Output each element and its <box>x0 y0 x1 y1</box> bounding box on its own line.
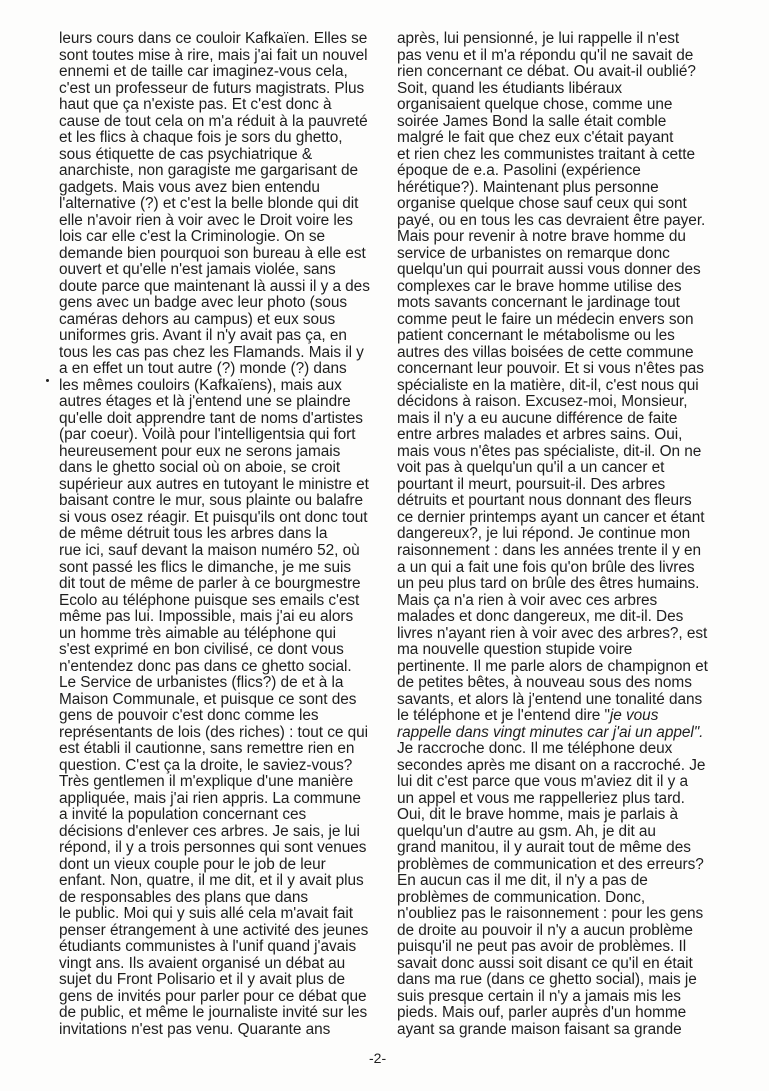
text-line: Le Service de urbanistes (flics?) de et à la <box>59 674 344 692</box>
text-line: même pas lui. Impossible, mais j'ai eu alors <box>59 608 354 626</box>
text-line: pas venu et il m'a répondu qu'il ne savait de <box>397 46 694 64</box>
text-line: autres des villas boisées de cette commune <box>397 343 694 361</box>
text-line: heureusement pour eux ne serons jamais <box>59 442 341 460</box>
text-line: détruits et pourtant nous donnant des fleurs <box>397 492 692 510</box>
text-line: quelqu'un qui pourrait aussi vous donner des <box>397 261 701 279</box>
italic-quote: je vous <box>609 707 659 725</box>
text-line: livres n'ayant rien à voir avec des arbres?, est <box>397 624 708 642</box>
text-line: cause de tout cela on m'a réduit à la pauvreté <box>59 112 368 130</box>
text-line: n'oubliez pas le raisonnement : pour les gens <box>397 905 704 923</box>
text-line: problèmes de communication. Donc, <box>397 888 646 906</box>
text-line: puisqu'il ne peut pas avoir de problèmes. Il <box>397 938 687 956</box>
text-line: organisaient quelque chose, comme une <box>397 96 673 114</box>
text-line: autres étages et là j'entend une se plaindre <box>59 393 351 411</box>
text-line: problèmes de communication et des erreurs? <box>397 855 704 873</box>
text-line: payé, ou en tous les cas devraient être payer. <box>397 211 706 229</box>
text-line: organise quelque chose sauf ceux qui sont <box>397 195 687 213</box>
text-line: rien concernant ce débat. Ou avait-il oublié? <box>397 63 696 81</box>
text-line: penser étrangement à une activité des jeunes <box>59 921 369 939</box>
text-line: Oui, dit le brave homme, mais je parlais à <box>397 806 679 824</box>
text-line: de responsables des plans que dans <box>59 888 309 906</box>
text-line: Je raccroche donc. Il me téléphone deux <box>397 740 673 758</box>
text-line: pertinente. Il me parle alors de champignon et <box>397 657 708 675</box>
text-line: gens de invités pour parler pour ce débat que <box>59 987 367 1005</box>
text-line: le public. Moi qui y suis allé cela m'avait fait <box>59 905 353 923</box>
text-line: dit tout de même de parler à ce bourgmestre <box>59 575 361 593</box>
text-line: pieds. Mais ouf, parler auprès d'un homme <box>397 1004 687 1022</box>
text-line: rue ici, sauf devant la maison numéro 52, où <box>59 541 360 559</box>
text-line: s'est exprimé en bon civilisé, ce dont vous <box>59 641 344 659</box>
text-line: a en effet un tout autre (?) monde (?) dans <box>59 360 347 378</box>
text-line: baisant contre le mur, sous plainte ou balafre <box>59 492 363 510</box>
text-line: malgré le fait que chez eux c'était payant <box>397 129 674 147</box>
text-line: ayant sa grande maison faisant sa grande <box>397 1020 682 1038</box>
text-line: ce dernier printemps ayant un cancer et étant <box>397 508 705 526</box>
text-line: décisions d'enlever ces arbres. Je sais, je lui <box>59 822 360 840</box>
text-line: lui dit c'est parce que vous m'aviez dit il y a <box>397 773 688 791</box>
text-line: c'est un professeur de futurs magistrats. Plus <box>59 79 365 97</box>
text-line: si vous osez réagir. Et puisqu'ils ont donc tout <box>59 508 368 526</box>
text-line: Mais ça n'a rien à voir avec ces arbres <box>397 591 658 609</box>
left-text-column <box>59 31 383 1038</box>
text-line: sous étiquette de cas psychiatrique & <box>59 145 313 163</box>
text-line: mais il n'y a eu aucune différence de faite <box>397 409 678 427</box>
text-line <box>397 708 727 725</box>
page-number: -2- <box>369 1050 387 1066</box>
text-line: doute parce que maintenant là aussi il y a des <box>59 277 370 295</box>
text-line: ouvert et qu'elle n'est jamais violée, sans <box>59 261 336 279</box>
text-line: appliquée, mais j'ai rien appris. La commune <box>59 789 361 807</box>
text-line: n'entendez donc pas dans ce ghetto social. <box>59 657 352 675</box>
text-line: concernant leur pouvoir. Et si vous n'êtes pas <box>397 360 704 378</box>
right-text-column <box>397 31 727 1038</box>
text-line: ennemi et de taille car imaginez-vous cela, <box>59 63 348 81</box>
text-line: hérétique?). Maintenant plus personne <box>397 178 659 196</box>
text-line: service de urbanistes on remarque donc <box>397 244 670 262</box>
text-line: de public, et même le journaliste invité sur les <box>59 1004 368 1022</box>
text-line: Mais pour revenir à notre brave homme du <box>397 228 686 246</box>
text-line: et les flics à chaque fois je sors du ghetto, <box>59 129 343 147</box>
text-line: Ecolo au téléphone puisque ses emails c'est <box>59 591 360 609</box>
text-line: représentants de lois (des riches) : tout ce qui <box>59 723 368 741</box>
text-line: un appel et vous me rappelleriez plus tard. <box>397 789 685 807</box>
text-line: mots savants concernant le jardinage tout <box>397 294 680 312</box>
text-line: gadgets. Mais vous avez bien entendu <box>59 178 320 196</box>
text-fragment: le téléphone et je l'entend dire " <box>397 707 610 725</box>
text-line: dans ma rue (dans ce ghetto social), mais je <box>397 971 697 989</box>
text-line: anarchiste, non garagiste me gargarisant de <box>59 162 359 180</box>
text-line: raisonnement : dans les années trente il y en <box>397 541 702 559</box>
text-line: les mêmes couloirs (Kafkaïens), mais aux <box>59 376 342 394</box>
text-line: sont passé les flics le dimanche, je me suis <box>59 558 352 576</box>
text-line: sont toutes mise à rire, mais j'ai fait un nouvel <box>59 46 368 64</box>
text-line: enfant. Non, quatre, il me dit, et il y avait plus <box>59 872 364 890</box>
text-line: répond, il y a trois personnes qui sont venues <box>59 839 367 857</box>
text-line: époque de e.a. Pasolini (expérience <box>397 162 641 180</box>
text-line: uniformes gris. Avant il n'y avait pas ça, en <box>59 327 347 345</box>
text-line: savants, et alors là j'entend une tonalité dans <box>397 690 703 708</box>
text-line: complexes car le brave homme utilise des <box>397 277 682 295</box>
text-line: spécialiste en la matière, dit-il, c'est nous qui <box>397 376 699 394</box>
text-line: invitations n'est pas venu. Quarante ans <box>59 1020 331 1038</box>
text-line: décidons à raison. Excusez-moi, Monsieur, <box>397 393 688 411</box>
text-line: a un qui a fait une fois qu'on brûle des livres <box>397 558 695 576</box>
text-line: est établi il cautionne, sans remettre rien en <box>59 740 355 758</box>
text-line: tous les cas pas chez les Flamands. Mais il y <box>59 343 364 361</box>
text-line: dangereux?, je lui répond. Je continue mon <box>397 525 691 543</box>
text-line: caméras dehors au campus) et eux sous <box>59 310 336 328</box>
text-line: vingt ans. Ils avaient organisé un débat au <box>59 954 346 972</box>
text-line: (par coeur). Voilà pour l'intelligentsia qui fort <box>59 426 356 444</box>
text-line: de même détruit tous les arbres dans la <box>59 525 328 543</box>
text-line: un peu plus tard on brûle des êtres humains. <box>397 575 700 593</box>
scan-speck <box>46 379 49 382</box>
text-line: qu'elle doit apprendre tant de noms d'artistes <box>59 409 363 427</box>
text-line: savait donc aussi soit disant ce qu'il en était <box>397 954 693 972</box>
text-line: gens de pouvoir c'est donc comme les <box>59 707 319 725</box>
text-line: sujet du Front Polisario et il y avait plus de <box>59 971 345 989</box>
text-line: entre arbres malades et arbres sains. Oui, <box>397 426 683 444</box>
text-line: elle n'avoir rien à voir avec le Droit voire les <box>59 211 353 229</box>
text-line: Maison Communale, et puisque ce sont des <box>59 690 357 708</box>
text-line: l'alternative (?) et c'est la belle blonde qui dit <box>59 195 359 213</box>
text-line: dans le ghetto social où on aboie, se croit <box>59 459 341 477</box>
text-line: soirée James Bond la salle était comble <box>397 112 667 130</box>
text-line: de droite au pouvoir il n'y a aucun problème <box>397 921 693 939</box>
text-line: leurs cours dans ce couloir Kafkaïen. Elles se <box>59 30 368 47</box>
text-line: suis presque certain il n'y a jamais mis les <box>397 987 681 1005</box>
text-line: demande bien pourquoi son bureau à elle est <box>59 244 366 262</box>
text-line: voit pas à quelqu'un qu'il a un cancer et <box>397 459 665 477</box>
text-line: a invité la population concernant ces <box>59 806 307 824</box>
text-line: En aucun cas il me dit, il n'y a pas de <box>397 872 648 890</box>
text-line: après, lui pensionné, je lui rappelle il n'est <box>397 30 680 47</box>
text-line: ma nouvelle question stupide voire <box>397 641 633 659</box>
text-line: quelqu'un d'autre au gsm. Ah, je dit au <box>397 822 656 840</box>
text-line: dont un vieux couple pour le job de leur <box>59 855 326 873</box>
text-line: gens avec un badge avec leur photo (sous <box>59 294 348 312</box>
text-line: lois car elle c'est la Criminologie. On se <box>59 228 326 246</box>
text-line: rappelle dans vingt minutes car j'ai un appel". <box>397 723 704 741</box>
text-line: secondes après me disant on a raccroché. Je <box>397 756 706 774</box>
text-line: un homme très aimable au téléphone qui <box>59 624 337 642</box>
text-line: Soit, quand les étudiants libéraux <box>397 79 623 97</box>
text-line: grand manitou, il y aurait tout de même des <box>397 839 691 857</box>
text-line: mais vous n'êtes pas spécialiste, dit-il. On ne <box>397 442 702 460</box>
text-line: étudiants communistes à l'unif quand j'avais <box>59 938 357 956</box>
text-line: patient concernant le métabolisme ou les <box>397 327 675 345</box>
text-line: pourtant il meurt, poursuit-il. Des arbres <box>397 475 666 493</box>
text-line: haut que ça n'existe pas. Et c'est donc à <box>59 96 332 114</box>
text-line: comme peut le faire un médecin envers son <box>397 310 694 328</box>
text-line: malades et donc dangereux, me dit-il. Des <box>397 608 684 626</box>
text-line: supérieur aux autres en tutoyant le ministre et <box>59 475 369 493</box>
text-line: Très gentlemen il m'explique d'une manière <box>59 773 354 791</box>
text-line: et rien chez les communistes traitant à cette <box>397 145 696 163</box>
text-line: question. C'est ça la droite, le saviez-vous? <box>59 756 353 774</box>
text-line: de petites bêtes, à nouveau sous des noms <box>397 674 692 692</box>
